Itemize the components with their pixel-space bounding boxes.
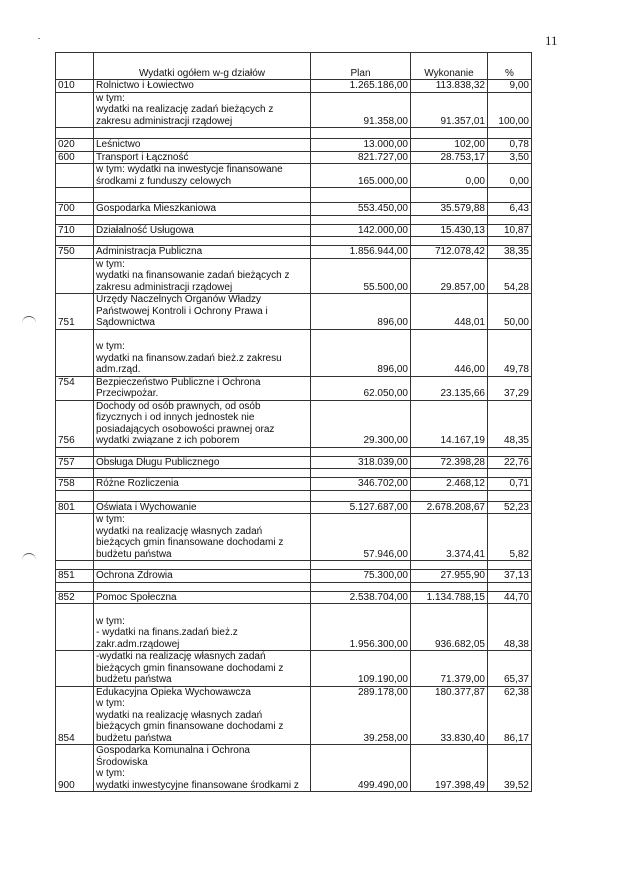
spacer-cell xyxy=(56,469,94,478)
table-row xyxy=(56,651,532,687)
code-cell: 801 xyxy=(56,501,94,514)
wykonanie-cell: 2.678.208,67 xyxy=(411,501,488,514)
table-row xyxy=(56,258,532,294)
spacer-cell xyxy=(56,582,94,591)
wykonanie-cell: 446,00 xyxy=(411,329,488,376)
spacer-cell xyxy=(488,561,532,570)
code-cell: 854 xyxy=(56,686,94,745)
wykonanie-cell: 936.682,05 xyxy=(411,604,488,651)
table-row xyxy=(56,400,532,447)
spacer-cell xyxy=(488,237,532,246)
spacer-row xyxy=(56,128,532,139)
name-cell: Urzędy Naczelnych Organów Władzy Państwowej Kontroli i Ochrony Prawa i Sądownictwa xyxy=(94,294,311,330)
spacer-cell xyxy=(56,128,94,139)
header-wykonanie: Wykonanie xyxy=(411,53,488,80)
name-cell: w tym: wydatki na realizację zadań bieżących z zakresu administracji rządowej xyxy=(94,92,311,128)
spacer-cell xyxy=(411,582,488,591)
table-row xyxy=(56,246,532,259)
name-cell: Edukacyjna Opieka Wychowawcza w tym: wydatki na realizację własnych zadań bieżących gmin finansowane dochodami z budżetu państwa xyxy=(94,686,311,745)
spacer-cell xyxy=(56,490,94,501)
wykonanie-cell: 197.398,49 xyxy=(411,745,488,792)
table-row xyxy=(56,686,532,745)
spacer-cell xyxy=(488,469,532,478)
code-cell xyxy=(56,329,94,376)
spacer-row xyxy=(56,561,532,570)
table-row xyxy=(56,745,532,792)
spacer-cell xyxy=(311,469,411,478)
table-row xyxy=(56,456,532,469)
name-cell: Leśnictwo xyxy=(94,139,311,152)
wykonanie-cell: 3.374,41 xyxy=(411,514,488,561)
wykonanie-cell: 35.579,88 xyxy=(411,203,488,216)
spacer-cell xyxy=(311,561,411,570)
percent-cell: 39,52 xyxy=(488,745,532,792)
percent-cell: 37,29 xyxy=(488,376,532,400)
wykonanie-cell: 72.398,28 xyxy=(411,456,488,469)
hole-punch-mark xyxy=(22,553,36,562)
plan-cell: 62.050,00 xyxy=(311,376,411,400)
spacer-row xyxy=(56,215,532,224)
table-row xyxy=(56,80,532,93)
spacer-cell xyxy=(94,469,311,478)
spacer-cell xyxy=(311,215,411,224)
code-cell: 751 xyxy=(56,294,94,330)
code-cell: 756 xyxy=(56,400,94,447)
plan-cell: 75.300,00 xyxy=(311,570,411,583)
wykonanie-cell: 15.430,13 xyxy=(411,224,488,237)
name-cell: w tym: wydatki na finansowanie zadań bieżących z zakresu administracji rządowej xyxy=(94,258,311,294)
name-cell: Dochody od osób prawnych, od osób fizycznych i od innych jednostek nie posiadających osobowości prawnej oraz wydatki związane z ich poborem xyxy=(94,400,311,447)
name-cell: Transport i Łączność xyxy=(94,151,311,164)
wykonanie-cell: 448,01 xyxy=(411,294,488,330)
name-cell: w tym: wydatki na finansow.zadań bież.z zakresu adm.rząd. xyxy=(94,329,311,376)
header-code xyxy=(56,53,94,80)
spacer-cell xyxy=(411,490,488,501)
spacer-row xyxy=(56,490,532,501)
name-cell: Obsługa Długu Publicznego xyxy=(94,456,311,469)
spacer-cell xyxy=(311,447,411,456)
code-cell: 020 xyxy=(56,139,94,152)
name-cell: Administracja Publiczna xyxy=(94,246,311,259)
table-row xyxy=(56,570,532,583)
plan-cell: 499.490,00 xyxy=(311,745,411,792)
percent-cell: 9,00 xyxy=(488,80,532,93)
table-row xyxy=(56,203,532,216)
table-row xyxy=(56,92,532,128)
percent-cell: 38,35 xyxy=(488,246,532,259)
percent-cell: 10,87 xyxy=(488,224,532,237)
spacer-cell xyxy=(94,561,311,570)
code-cell xyxy=(56,92,94,128)
plan-cell: 346.702,00 xyxy=(311,478,411,491)
percent-cell: 65,37 xyxy=(488,651,532,687)
spacer-cell xyxy=(488,582,532,591)
plan-cell: 896,00 xyxy=(311,329,411,376)
code-cell: 710 xyxy=(56,224,94,237)
plan-cell: 55.500,00 xyxy=(311,258,411,294)
plan-cell: 821.727,00 xyxy=(311,151,411,164)
percent-cell: 100,00 xyxy=(488,92,532,128)
page-number: 11 xyxy=(545,33,558,48)
spacer-cell xyxy=(411,237,488,246)
wykonanie-cell: 180.377,87 33.830,40 xyxy=(411,686,488,745)
code-cell xyxy=(56,258,94,294)
wykonanie-cell: 102,00 xyxy=(411,139,488,152)
code-cell: 851 xyxy=(56,570,94,583)
spacer-cell xyxy=(311,237,411,246)
name-cell: w tym: - wydatki na finans.zadań bież.z zakr.adm.rządowej xyxy=(94,604,311,651)
spacer-cell xyxy=(411,188,488,203)
percent-cell: 0,00 xyxy=(488,164,532,188)
percent-cell: 22,76 xyxy=(488,456,532,469)
plan-cell: 553.450,00 xyxy=(311,203,411,216)
spacer-cell xyxy=(94,215,311,224)
hole-punch-mark xyxy=(22,316,36,325)
percent-cell: 50,00 xyxy=(488,294,532,330)
table-body xyxy=(56,80,532,792)
percent-cell: 48,38 xyxy=(488,604,532,651)
header-percent: % xyxy=(488,53,532,80)
spacer-cell xyxy=(488,490,532,501)
plan-cell: 896,00 xyxy=(311,294,411,330)
code-cell: 700 xyxy=(56,203,94,216)
wykonanie-cell: 27.955,90 xyxy=(411,570,488,583)
wykonanie-cell: 71.379,00 xyxy=(411,651,488,687)
plan-cell: 1.265.186,00 xyxy=(311,80,411,93)
percent-cell: 0,78 xyxy=(488,139,532,152)
percent-cell: 5,82 xyxy=(488,514,532,561)
name-cell: Pomoc Społeczna xyxy=(94,591,311,604)
name-cell: Różne Rozliczenia xyxy=(94,478,311,491)
code-cell: 750 xyxy=(56,246,94,259)
code-cell: 600 xyxy=(56,151,94,164)
code-cell: 754 xyxy=(56,376,94,400)
spacer-cell xyxy=(56,447,94,456)
name-cell: Działalność Usługowa xyxy=(94,224,311,237)
wykonanie-cell: 29.857,00 xyxy=(411,258,488,294)
wykonanie-cell: 0,00 xyxy=(411,164,488,188)
name-cell: Rolnictwo i Łowiectwo xyxy=(94,80,311,93)
plan-cell: 1.856.944,00 xyxy=(311,246,411,259)
spacer-row xyxy=(56,447,532,456)
plan-cell: 142.000,00 xyxy=(311,224,411,237)
spacer-cell xyxy=(56,188,94,203)
table-row xyxy=(56,591,532,604)
plan-cell: 2.538.704,00 xyxy=(311,591,411,604)
spacer-cell xyxy=(56,561,94,570)
table-row xyxy=(56,376,532,400)
plan-cell: 5.127.687,00 xyxy=(311,501,411,514)
spacer-cell xyxy=(94,237,311,246)
name-cell: w tym: wydatki na realizację własnych zadań bieżących gmin finansowane dochodami z budżetu państwa xyxy=(94,514,311,561)
percent-cell: 62,38 86,17 xyxy=(488,686,532,745)
table-row xyxy=(56,139,532,152)
code-cell: 010 xyxy=(56,80,94,93)
expenditure-table xyxy=(55,52,532,792)
table-row xyxy=(56,151,532,164)
table-row xyxy=(56,501,532,514)
spacer-cell xyxy=(311,188,411,203)
plan-cell: 289.178,00 39.258,00 xyxy=(311,686,411,745)
spacer-cell xyxy=(56,237,94,246)
expenditure-table-wrapper xyxy=(55,52,531,792)
spacer-row xyxy=(56,469,532,478)
code-cell: 757 xyxy=(56,456,94,469)
spacer-cell xyxy=(94,128,311,139)
plan-cell: 13.000,00 xyxy=(311,139,411,152)
spacer-cell xyxy=(56,215,94,224)
spacer-cell xyxy=(311,490,411,501)
plan-cell: 109.190,00 xyxy=(311,651,411,687)
code-cell: 758 xyxy=(56,478,94,491)
code-cell: 900 xyxy=(56,745,94,792)
percent-cell: 44,70 xyxy=(488,591,532,604)
plan-cell: 165.000,00 xyxy=(311,164,411,188)
plan-cell: 1.956.300,00 xyxy=(311,604,411,651)
spacer-cell xyxy=(411,561,488,570)
spacer-cell xyxy=(94,490,311,501)
spacer-cell xyxy=(411,447,488,456)
spacer-row xyxy=(56,237,532,246)
wykonanie-cell: 91.357,01 xyxy=(411,92,488,128)
spacer-cell xyxy=(311,128,411,139)
wykonanie-cell: 23.135,66 xyxy=(411,376,488,400)
code-cell: 852 xyxy=(56,591,94,604)
name-cell: Oświata i Wychowanie xyxy=(94,501,311,514)
percent-cell: 49,78 xyxy=(488,329,532,376)
name-cell: Gospodarka Komunalna i Ochrona Środowiska w tym: wydatki inwestycyjne finansowane środkami z xyxy=(94,745,311,792)
table-header-row xyxy=(56,53,532,80)
name-cell: Ochrona Zdrowia xyxy=(94,570,311,583)
wykonanie-cell: 28.753,17 xyxy=(411,151,488,164)
plan-cell: 57.946,00 xyxy=(311,514,411,561)
name-cell: w tym: wydatki na inwestycje finansowane środkami z funduszy celowych xyxy=(94,164,311,188)
spacer-row xyxy=(56,188,532,203)
code-cell xyxy=(56,651,94,687)
percent-cell: 0,71 xyxy=(488,478,532,491)
table-row xyxy=(56,164,532,188)
table-row xyxy=(56,224,532,237)
wykonanie-cell: 113.838,32 xyxy=(411,80,488,93)
wykonanie-cell: 2.468,12 xyxy=(411,478,488,491)
wykonanie-cell: 14.167,19 xyxy=(411,400,488,447)
table-row xyxy=(56,514,532,561)
percent-cell: 6,43 xyxy=(488,203,532,216)
table-row xyxy=(56,329,532,376)
spacer-cell xyxy=(411,215,488,224)
plan-cell: 91.358,00 xyxy=(311,92,411,128)
percent-cell: 52,23 xyxy=(488,501,532,514)
spacer-cell xyxy=(411,128,488,139)
name-cell: Bezpieczeństwo Publiczne i Ochrona Przeciwpożar. xyxy=(94,376,311,400)
percent-cell: 48,35 xyxy=(488,400,532,447)
spacer-cell xyxy=(488,188,532,203)
name-cell: -wydatki na realizację własnych zadań bieżących gmin finansowane dochodami z budżetu państwa xyxy=(94,651,311,687)
scan-speck xyxy=(38,38,40,39)
spacer-cell xyxy=(311,582,411,591)
spacer-row xyxy=(56,582,532,591)
name-cell: Gospodarka Mieszkaniowa xyxy=(94,203,311,216)
spacer-cell xyxy=(94,582,311,591)
header-name: Wydatki ogółem w-g działów xyxy=(94,53,311,80)
spacer-cell xyxy=(411,469,488,478)
table-row xyxy=(56,478,532,491)
code-cell xyxy=(56,164,94,188)
table-row xyxy=(56,604,532,651)
code-cell xyxy=(56,514,94,561)
spacer-cell xyxy=(94,188,311,203)
spacer-cell xyxy=(94,447,311,456)
spacer-cell xyxy=(488,215,532,224)
code-cell xyxy=(56,604,94,651)
plan-cell: 318.039,00 xyxy=(311,456,411,469)
table-row xyxy=(56,294,532,330)
percent-cell: 54,28 xyxy=(488,258,532,294)
wykonanie-cell: 712.078,42 xyxy=(411,246,488,259)
spacer-cell xyxy=(488,128,532,139)
wykonanie-cell: 1.134.788,15 xyxy=(411,591,488,604)
spacer-cell xyxy=(488,447,532,456)
header-plan: Plan xyxy=(311,53,411,80)
percent-cell: 37,13 xyxy=(488,570,532,583)
percent-cell: 3,50 xyxy=(488,151,532,164)
plan-cell: 29.300,00 xyxy=(311,400,411,447)
